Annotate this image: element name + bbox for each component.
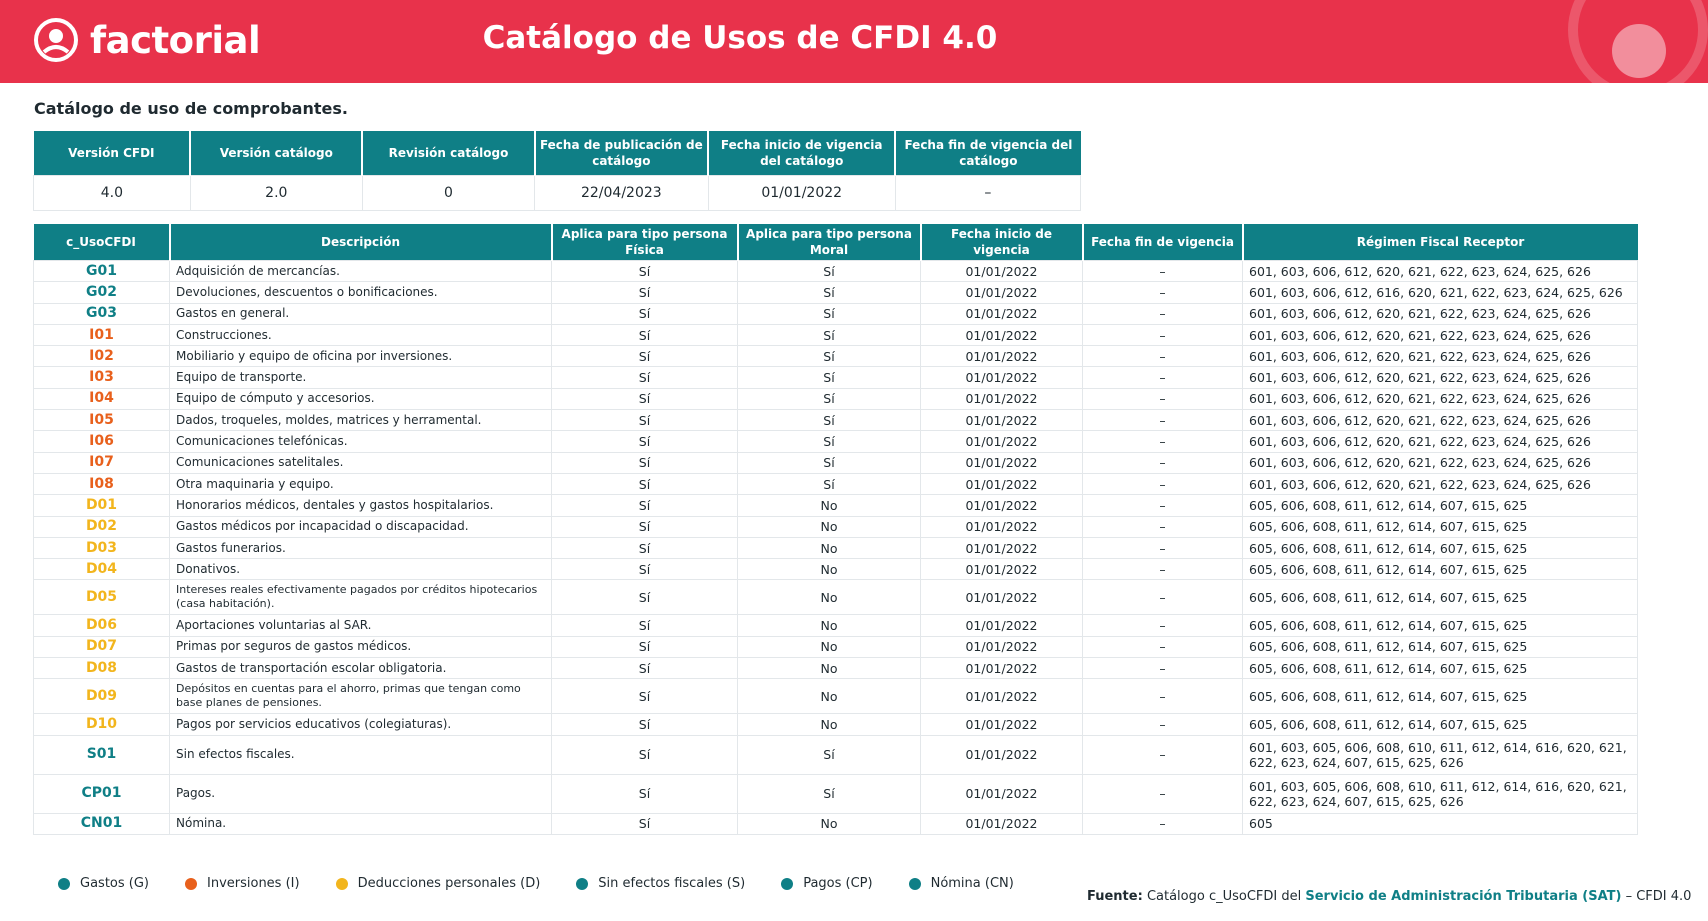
description-cell: Comunicaciones satelitales. [170,452,552,473]
description-cell: Aportaciones voluntarias al SAR. [170,615,552,636]
factorial-logo-icon [32,16,80,64]
description-cell: Equipo de cómputo y accesorios. [170,388,552,409]
table-row [34,282,1638,303]
fisica-cell: Sí [552,367,738,388]
main-table-body [34,261,1638,835]
regimen-cell: 605 [1243,813,1638,834]
start-date-cell: 01/01/2022 [921,303,1083,324]
fisica-cell: Sí [552,679,738,714]
code-cell: I03 [34,367,170,388]
start-date-cell: 01/01/2022 [921,367,1083,388]
regimen-cell: 605, 606, 608, 611, 612, 614, 607, 615, 625 [1243,636,1638,657]
description-cell: Gastos funerarios. [170,537,552,558]
fisica-cell: Sí [552,431,738,452]
description-cell: Honorarios médicos, dentales y gastos hospitalarios. [170,495,552,516]
source-note [1087,889,1691,904]
version-header-cell: Fecha fin de vigencia del catálogo [895,131,1080,176]
moral-cell: No [738,679,921,714]
cfdi-uses-table [33,224,1638,835]
moral-cell: Sí [738,410,921,431]
main-header-cell: Aplica para tipo persona Física [552,224,738,261]
table-row [34,388,1638,409]
fisica-cell: Sí [552,410,738,431]
fisica-cell: Sí [552,735,738,774]
regimen-cell: 605, 606, 608, 611, 612, 614, 607, 615, 625 [1243,580,1638,615]
description-cell: Depósitos en cuentas para el ahorro, primas que tengan como base planes de pensiones. [170,679,552,714]
moral-cell: Sí [738,735,921,774]
version-value-cell: – [895,176,1080,211]
moral-cell: No [738,516,921,537]
start-date-cell: 01/01/2022 [921,813,1083,834]
main-header-cell: Fecha fin de vigencia [1083,224,1243,261]
table-row [34,714,1638,735]
legend-dot [336,878,348,890]
start-date-cell: 01/01/2022 [921,615,1083,636]
code-cell: I01 [34,324,170,345]
end-date-cell: – [1083,324,1243,345]
fisica-cell: Sí [552,346,738,367]
moral-cell: No [738,658,921,679]
regimen-cell: 601, 603, 606, 612, 620, 621, 622, 623, 624, 625, 626 [1243,303,1638,324]
fisica-cell: Sí [552,388,738,409]
version-value-cell: 4.0 [34,176,191,211]
regimen-cell: 601, 603, 606, 612, 620, 621, 622, 623, 624, 625, 626 [1243,324,1638,345]
regimen-cell: 605, 606, 608, 611, 612, 614, 607, 615, 625 [1243,537,1638,558]
end-date-cell: – [1083,679,1243,714]
version-header-cell: Revisión catálogo [362,131,534,176]
main-header-cell: Fecha inicio de vigencia [921,224,1083,261]
end-date-cell: – [1083,774,1243,813]
code-cell: CP01 [34,774,170,813]
version-header-cell: Fecha de publicación de catálogo [535,131,709,176]
main-header-cell: Descripción [170,224,552,261]
main-header-cell: Aplica para tipo persona Moral [738,224,921,261]
regimen-cell: 601, 603, 605, 606, 608, 610, 611, 612, 614, 616, 620, 621, 622, 623, 624, 607, 615, 625, 626 [1243,774,1638,813]
legend-item-gastos [58,876,149,891]
moral-cell: No [738,813,921,834]
moral-cell: Sí [738,367,921,388]
start-date-cell: 01/01/2022 [921,346,1083,367]
fisica-cell: Sí [552,282,738,303]
regimen-cell: 601, 603, 606, 612, 620, 621, 622, 623, 624, 625, 626 [1243,346,1638,367]
start-date-cell: 01/01/2022 [921,714,1083,735]
table-row [34,495,1638,516]
table-row [34,658,1638,679]
main-header-cell: c_UsoCFDI [34,224,170,261]
description-cell: Gastos de transportación escolar obligatoria. [170,658,552,679]
moral-cell: Sí [738,303,921,324]
code-cell: D01 [34,495,170,516]
category-legend [58,876,1050,891]
legend-dot [58,878,70,890]
start-date-cell: 01/01/2022 [921,636,1083,657]
moral-cell: Sí [738,388,921,409]
code-cell: D06 [34,615,170,636]
moral-cell: No [738,714,921,735]
description-cell: Construcciones. [170,324,552,345]
table-row [34,367,1638,388]
legend-item-deducciones [336,876,541,891]
table-row [34,636,1638,657]
source-text: Catálogo c_UsoCFDI del [1146,889,1302,904]
description-cell: Gastos médicos por incapacidad o discapacidad. [170,516,552,537]
regimen-cell: 601, 603, 606, 612, 620, 621, 622, 623, 624, 625, 626 [1243,388,1638,409]
end-date-cell: – [1083,559,1243,580]
legend-item-pagos [781,876,872,891]
description-cell: Mobiliario y equipo de oficina por inversiones. [170,346,552,367]
description-cell: Pagos. [170,774,552,813]
version-value-row [34,176,1081,211]
code-cell: D07 [34,636,170,657]
version-value-cell: 22/04/2023 [535,176,709,211]
end-date-cell: – [1083,261,1243,282]
fisica-cell: Sí [552,658,738,679]
version-value-cell: 0 [362,176,534,211]
end-date-cell: – [1083,615,1243,636]
end-date-cell: – [1083,537,1243,558]
fisica-cell: Sí [552,303,738,324]
table-row [34,431,1638,452]
table-row [34,559,1638,580]
moral-cell: Sí [738,452,921,473]
end-date-cell: – [1083,367,1243,388]
main-header-cell: Régimen Fiscal Receptor [1243,224,1638,261]
moral-cell: No [738,580,921,615]
end-date-cell: – [1083,388,1243,409]
moral-cell: No [738,495,921,516]
code-cell: I07 [34,452,170,473]
description-cell: Sin efectos fiscales. [170,735,552,774]
fisica-cell: Sí [552,559,738,580]
end-date-cell: – [1083,813,1243,834]
source-suffix: – CFDI 4.0 [1625,889,1692,904]
description-cell: Intereses reales efectivamente pagados por créditos hipotecarios (casa habitación). [170,580,552,615]
description-cell: Donativos. [170,559,552,580]
table-row [34,735,1638,774]
start-date-cell: 01/01/2022 [921,452,1083,473]
legend-dot [909,878,921,890]
end-date-cell: – [1083,473,1243,494]
table-row [34,324,1638,345]
code-cell: D04 [34,559,170,580]
start-date-cell: 01/01/2022 [921,473,1083,494]
fisica-cell: Sí [552,615,738,636]
fisica-cell: Sí [552,580,738,615]
code-cell: G02 [34,282,170,303]
moral-cell: No [738,559,921,580]
code-cell: I08 [34,473,170,494]
legend-item-nomina [909,876,1014,891]
start-date-cell: 01/01/2022 [921,658,1083,679]
header-banner [0,0,1708,83]
description-cell: Devoluciones, descuentos o bonificaciones. [170,282,552,303]
description-cell: Adquisición de mercancías. [170,261,552,282]
code-cell: CN01 [34,813,170,834]
moral-cell: Sí [738,473,921,494]
moral-cell: Sí [738,282,921,303]
table-row [34,580,1638,615]
regimen-cell: 601, 603, 606, 612, 620, 621, 622, 623, 624, 625, 626 [1243,367,1638,388]
legend-dot [781,878,793,890]
description-cell: Primas por seguros de gastos médicos. [170,636,552,657]
end-date-cell: – [1083,735,1243,774]
moral-cell: Sí [738,324,921,345]
table-row [34,679,1638,714]
version-value-cell: 2.0 [190,176,362,211]
description-cell: Pagos por servicios educativos (colegiaturas). [170,714,552,735]
start-date-cell: 01/01/2022 [921,410,1083,431]
description-cell: Nómina. [170,813,552,834]
regimen-cell: 605, 606, 608, 611, 612, 614, 607, 615, 625 [1243,559,1638,580]
fisica-cell: Sí [552,261,738,282]
end-date-cell: – [1083,658,1243,679]
version-table [33,131,1081,211]
table-row [34,346,1638,367]
start-date-cell: 01/01/2022 [921,431,1083,452]
regimen-cell: 605, 606, 608, 611, 612, 614, 607, 615, 625 [1243,658,1638,679]
code-cell: D09 [34,679,170,714]
code-cell: I02 [34,346,170,367]
end-date-cell: – [1083,714,1243,735]
regimen-cell: 605, 606, 608, 611, 612, 614, 607, 615, 625 [1243,714,1638,735]
version-header-cell: Versión catálogo [190,131,362,176]
version-value-cell: 01/01/2022 [708,176,895,211]
start-date-cell: 01/01/2022 [921,537,1083,558]
fisica-cell: Sí [552,324,738,345]
table-row [34,813,1638,834]
regimen-cell: 601, 603, 606, 612, 616, 620, 621, 622, 623, 624, 625, 626 [1243,282,1638,303]
table-row [34,615,1638,636]
start-date-cell: 01/01/2022 [921,735,1083,774]
start-date-cell: 01/01/2022 [921,774,1083,813]
fisica-cell: Sí [552,516,738,537]
fisica-cell: Sí [552,452,738,473]
fisica-cell: Sí [552,774,738,813]
moral-cell: No [738,615,921,636]
regimen-cell: 601, 603, 606, 612, 620, 621, 622, 623, 624, 625, 626 [1243,410,1638,431]
legend-label: Gastos (G) [80,876,149,891]
table-row [34,537,1638,558]
code-cell: G01 [34,261,170,282]
legend-label: Sin efectos fiscales (S) [598,876,746,891]
source-prefix: Fuente: [1087,889,1143,904]
code-cell: D10 [34,714,170,735]
legend-label: Deducciones personales (D) [357,876,541,891]
regimen-cell: 601, 603, 606, 612, 620, 621, 622, 623, 624, 625, 626 [1243,473,1638,494]
description-cell: Gastos en general. [170,303,552,324]
code-cell: D08 [34,658,170,679]
regimen-cell: 605, 606, 608, 611, 612, 614, 607, 615, 625 [1243,679,1638,714]
source-sat-link[interactable]: Servicio de Administración Tributaria (SAT) [1305,889,1622,904]
table-row [34,261,1638,282]
legend-item-inversiones [185,876,300,891]
moral-cell: Sí [738,774,921,813]
end-date-cell: – [1083,431,1243,452]
regimen-cell: 601, 603, 606, 612, 620, 621, 622, 623, 624, 625, 626 [1243,452,1638,473]
start-date-cell: 01/01/2022 [921,516,1083,537]
start-date-cell: 01/01/2022 [921,580,1083,615]
start-date-cell: 01/01/2022 [921,679,1083,714]
description-cell: Comunicaciones telefónicas. [170,431,552,452]
start-date-cell: 01/01/2022 [921,559,1083,580]
start-date-cell: 01/01/2022 [921,324,1083,345]
moral-cell: Sí [738,431,921,452]
code-cell: G03 [34,303,170,324]
fisica-cell: Sí [552,813,738,834]
regimen-cell: 601, 603, 605, 606, 608, 610, 611, 612, 614, 616, 620, 621, 622, 623, 624, 607, 615, 625, 626 [1243,735,1638,774]
description-cell: Equipo de transporte. [170,367,552,388]
fisica-cell: Sí [552,473,738,494]
code-cell: I05 [34,410,170,431]
end-date-cell: – [1083,282,1243,303]
code-cell: I04 [34,388,170,409]
end-date-cell: – [1083,495,1243,516]
fisica-cell: Sí [552,636,738,657]
code-cell: I06 [34,431,170,452]
version-header-cell: Versión CFDI [34,131,191,176]
code-cell: D02 [34,516,170,537]
legend-label: Inversiones (I) [207,876,300,891]
regimen-cell: 605, 606, 608, 611, 612, 614, 607, 615, 625 [1243,516,1638,537]
table-row [34,410,1638,431]
end-date-cell: – [1083,346,1243,367]
end-date-cell: – [1083,452,1243,473]
end-date-cell: – [1083,516,1243,537]
decorative-dot [1612,24,1666,78]
end-date-cell: – [1083,636,1243,657]
moral-cell: No [738,636,921,657]
start-date-cell: 01/01/2022 [921,495,1083,516]
page-title: Catálogo de Usos de CFDI 4.0 [482,20,998,56]
legend-label: Nómina (CN) [930,876,1014,891]
fisica-cell: Sí [552,495,738,516]
regimen-cell: 601, 603, 606, 612, 620, 621, 622, 623, 624, 625, 626 [1243,261,1638,282]
fisica-cell: Sí [552,537,738,558]
regimen-cell: 601, 603, 606, 612, 620, 621, 622, 623, 624, 625, 626 [1243,431,1638,452]
table-row [34,473,1638,494]
regimen-cell: 605, 606, 608, 611, 612, 614, 607, 615, 625 [1243,495,1638,516]
brand-logo[interactable] [32,16,260,64]
version-header-row [34,131,1081,176]
legend-dot [185,878,197,890]
table-row [34,516,1638,537]
code-cell: D03 [34,537,170,558]
regimen-cell: 605, 606, 608, 611, 612, 614, 607, 615, 625 [1243,615,1638,636]
fisica-cell: Sí [552,714,738,735]
moral-cell: Sí [738,261,921,282]
start-date-cell: 01/01/2022 [921,282,1083,303]
version-header-cell: Fecha inicio de vigencia del catálogo [708,131,895,176]
description-cell: Otra maquinaria y equipo. [170,473,552,494]
legend-dot [576,878,588,890]
moral-cell: No [738,537,921,558]
table-row [34,774,1638,813]
legend-item-sin-efectos [576,876,745,891]
brand-name: factorial [90,18,261,62]
section-title: Catálogo de uso de comprobantes. [34,99,348,118]
end-date-cell: – [1083,580,1243,615]
code-cell: S01 [34,735,170,774]
start-date-cell: 01/01/2022 [921,388,1083,409]
end-date-cell: – [1083,410,1243,431]
moral-cell: Sí [738,346,921,367]
main-header-row [34,224,1638,261]
description-cell: Dados, troqueles, moldes, matrices y herramental. [170,410,552,431]
table-row [34,452,1638,473]
legend-label: Pagos (CP) [803,876,873,891]
start-date-cell: 01/01/2022 [921,261,1083,282]
code-cell: D05 [34,580,170,615]
table-row [34,303,1638,324]
end-date-cell: – [1083,303,1243,324]
